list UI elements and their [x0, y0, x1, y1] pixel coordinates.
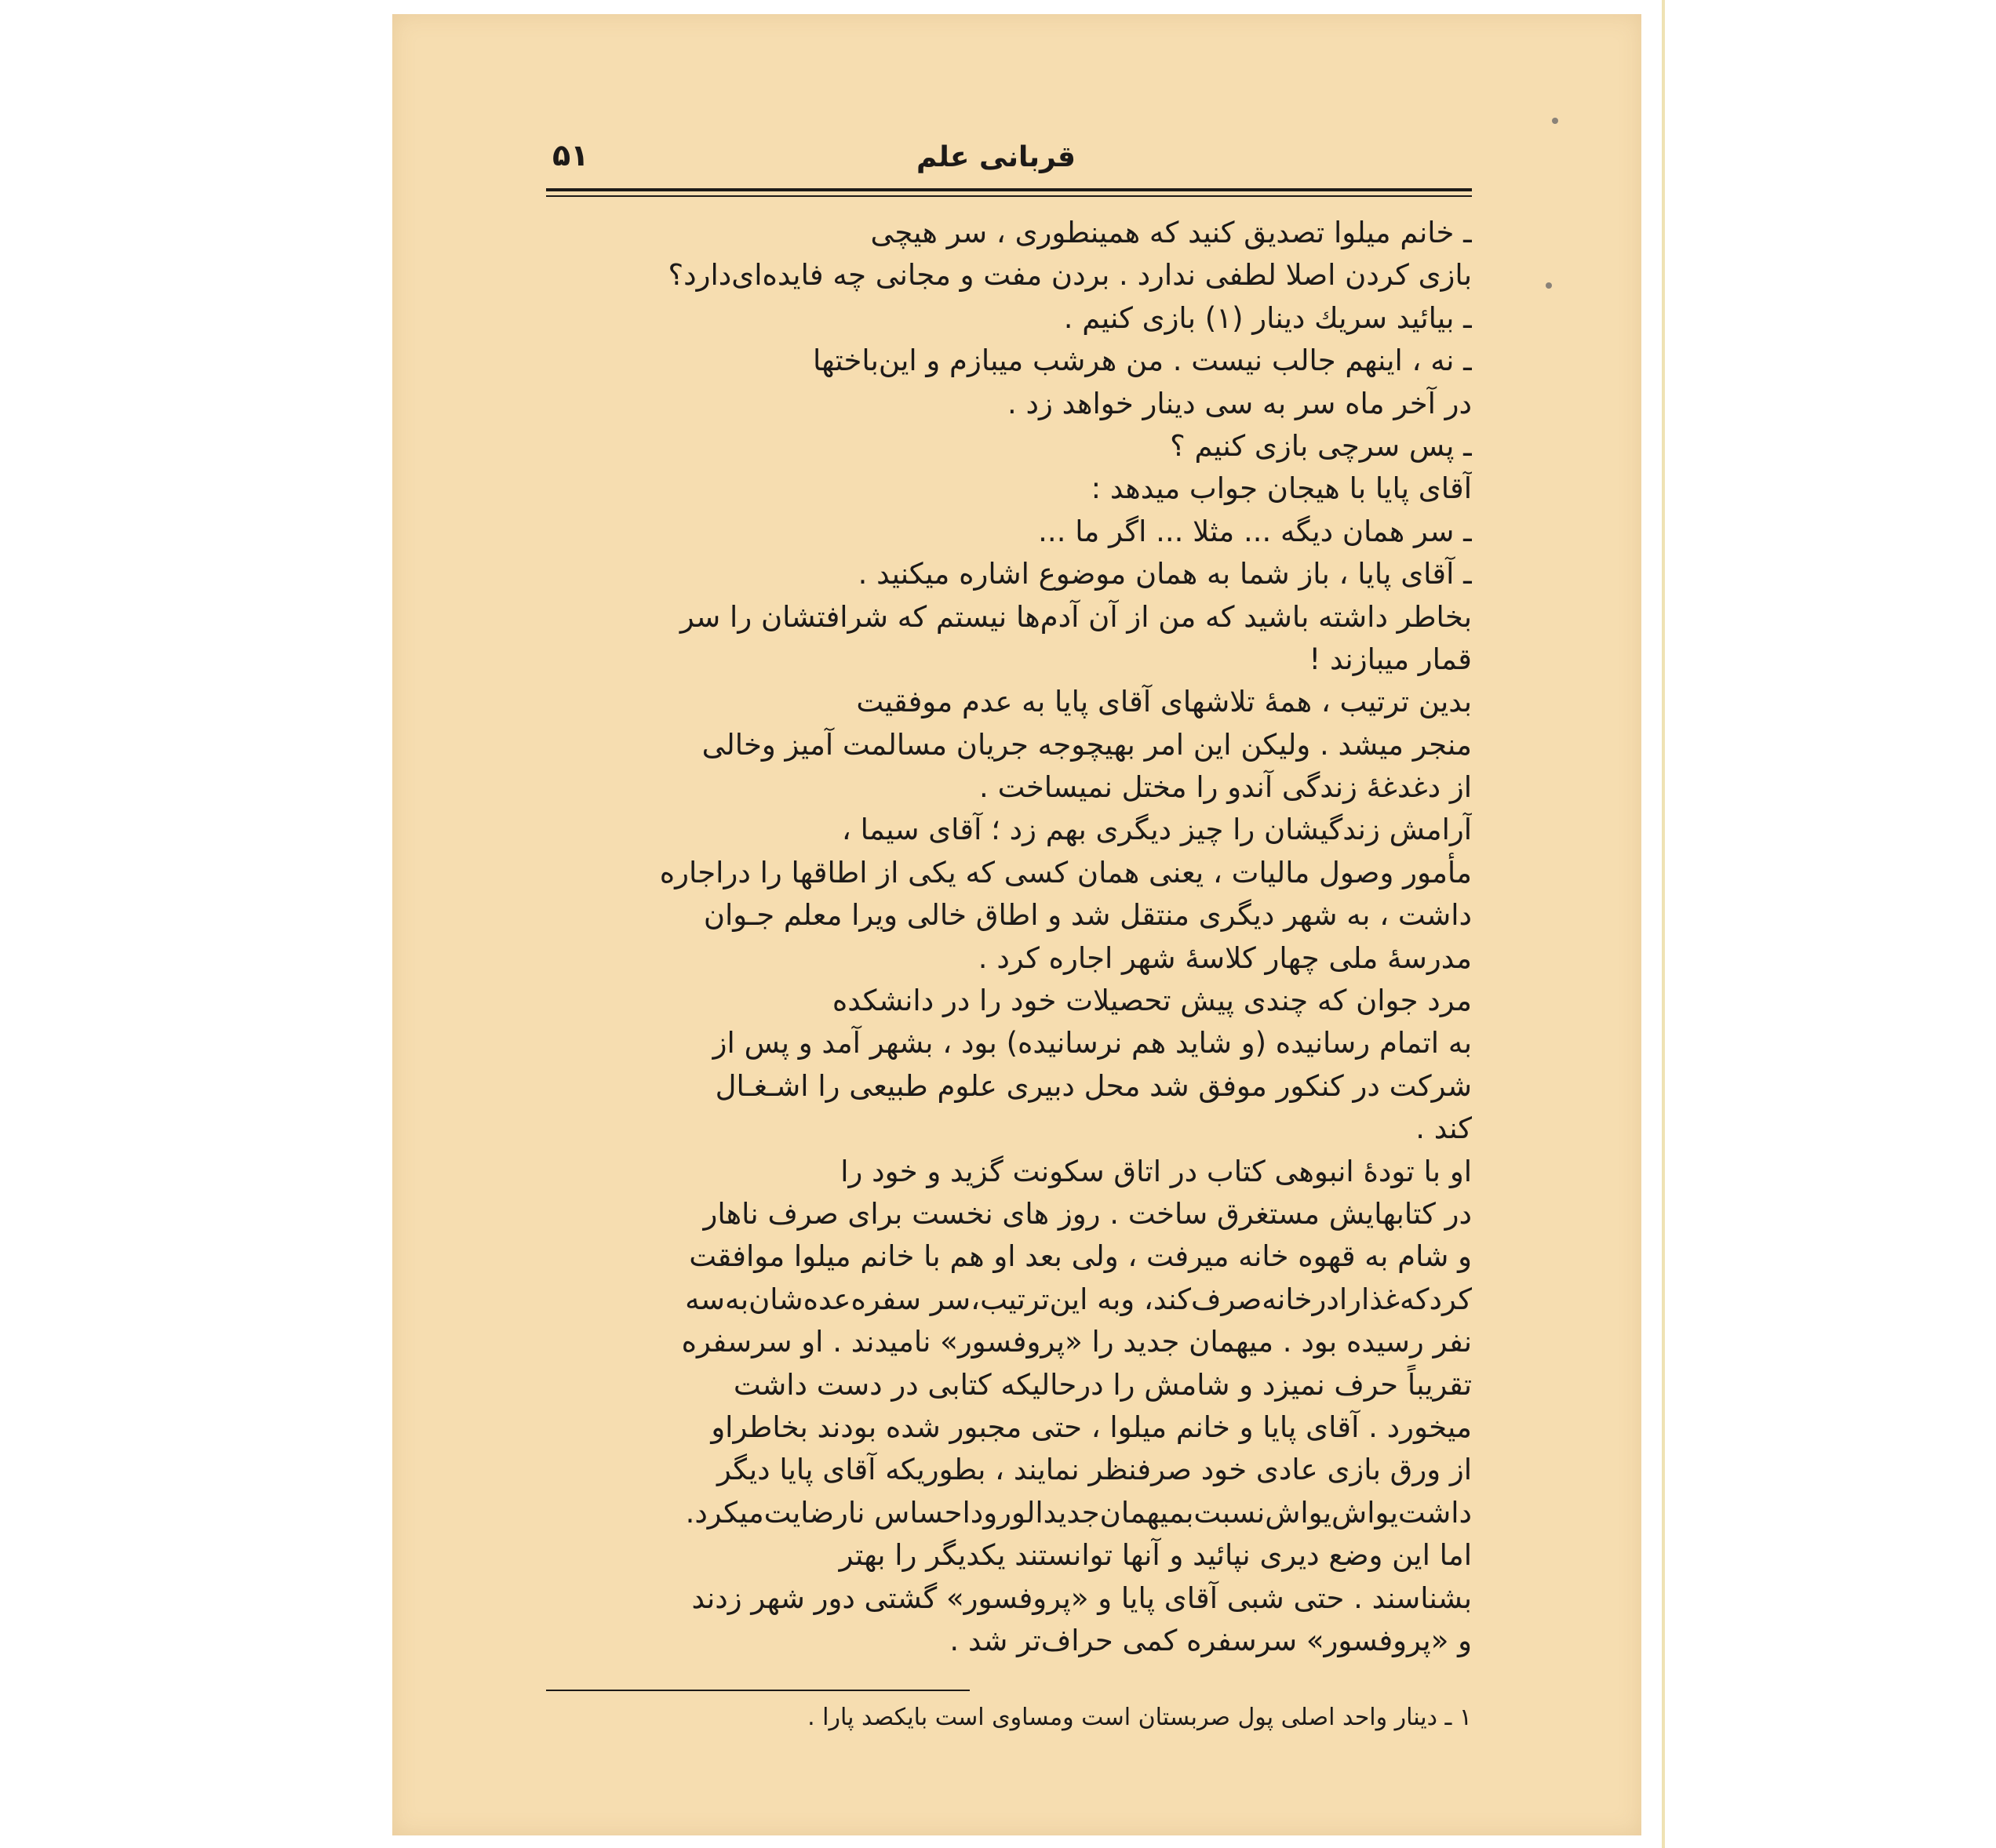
text-line: آرامش زندگیشان را چیز دیگری بهم زد ؛ آقای سیما ، [841, 813, 1472, 847]
text-line: به اتمام رسانیده (و شاید هم نرسانیده) بود ، بشهر آمد و پس از [712, 1026, 1472, 1060]
text-line: ـ نه ، اینهم جالب نیست . من هرشب میبازم و این‌باختها [812, 344, 1472, 378]
text-line: او با تودهٔ انبوهی کتاب در اتاق سکونت گزید و خود را [840, 1154, 1472, 1188]
text-line: در کتابهایش مستغرق ساخت . روز های نخست برای صرف ناهار [703, 1196, 1472, 1231]
text-line: تقریباً حرف نمیزد و شامش را درحالیکه کتابی در دست داشت [733, 1367, 1472, 1402]
text-line: کردکه‌غذارادرخانه‌صرف‌کند، وبه این‌ترتیب،سر سفره‌عده‌شان‌به‌سه [685, 1282, 1472, 1316]
scan-speck [1552, 118, 1558, 124]
text-line: داشت‌یواش‌یواش‌نسبت‌بمیهمان‌جدیدالورود‌احساس نارضایت‌میکرد. [685, 1495, 1472, 1530]
footnote-rule [546, 1690, 970, 1691]
text-line: آقای پایا با هیجان جواب میدهد : [1091, 471, 1472, 506]
text-line: نفر رسیده بود . میهمان جدید را «پروفسور» نامیدند . او سرسفره [681, 1325, 1472, 1359]
scan-speck [1546, 282, 1552, 289]
text-line: مرد جوان که چندی پیش تحصیلات خود را در دانشکده [832, 984, 1472, 1018]
text-line: کند . [1415, 1111, 1472, 1146]
text-line: بازی کردن اصلا لطفی ندارد . بردن مفت و مجانی چه فایده‌ای‌دارد؟ [668, 258, 1472, 293]
scan-edge [1662, 0, 1665, 1848]
text-line: داشت ، به شهر دیگری منتقل شد و اطاق خالی ویرا معلم جـوان [703, 898, 1472, 933]
text-line: اما این وضع دیری نپائید و آنها توانستند یکدیگر را بهتر [839, 1538, 1472, 1573]
text-line: از ورق بازی عادی خود صرفنظر نمایند ، بطوریکه آقای پایا دیگر [716, 1453, 1472, 1487]
text-line: بشناسند . حتی شبی آقای پایا و «پروفسور» گشتی دور شهر زدند [691, 1581, 1472, 1615]
text-line: بخاطر داشته باشید که من از آن آدم‌ها نیستم که شرافتشان را سر [679, 599, 1472, 634]
running-title: قربانی علم [916, 141, 1076, 173]
text-line: ـ بیائید سریك دینار (۱) بازی کنیم . [1063, 300, 1472, 335]
page-header [546, 138, 1472, 193]
text-line: ـ پس سرچی بازی کنیم ؟ [1170, 428, 1472, 463]
text-line: ـ خانم میلوا تصدیق کنید که همینطوری ، سر هیچی [870, 216, 1472, 249]
text-line: مدرسهٔ ملی چهار کلاسهٔ شهر اجاره کرد . [978, 940, 1472, 975]
text-line: منجر میشد . ولیکن این امر بهیچوجه جریان مسالمت آمیز وخالی [701, 727, 1472, 762]
text-line: میخورد . آقای پایا و خانم میلوا ، حتی مجبور شده بودند بخاطراو [711, 1410, 1472, 1444]
body-text [546, 212, 1472, 1662]
text-line: از دغدغهٔ زندگی آندو را مختل نمیساخت . [979, 770, 1472, 805]
text-line: و «پروفسور» سرسفره کمی حراف‌تر شد . [949, 1623, 1472, 1657]
header-rule-thin [546, 195, 1472, 197]
text-line: قمار میبازند ! [1309, 642, 1472, 676]
text-line: در آخر ماه سر به سی دینار خواهد زد . [1007, 386, 1472, 420]
footnote: ۱ ـ دینار واحد اصلی پول صربستان است ومساوی است بایکصد پارا . [807, 1704, 1472, 1731]
text-line: شرکت در کنکور موفق شد محل دبیری علوم طبیعی را اشـغـال [715, 1068, 1472, 1103]
page-number: ۵۱ [552, 138, 589, 173]
text-line: ـ سر همان دیگه ... مثلا ... اگر ما ... [1038, 514, 1472, 548]
text-line: مأمور وصول مالیات ، یعنی همان کسی که یکی از اطاقها را دراجاره [659, 855, 1472, 889]
text-line: بدین ترتیب ، همهٔ تلاشهای آقای پایا به عدم موفقیت [856, 685, 1472, 719]
text-line: و شام به قهوه خانه میرفت ، ولی بعد او هم با خانم میلوا موافقت [689, 1239, 1472, 1274]
text-line: ـ آقای پایا ، باز شما به همان موضوع اشاره میکنید . [858, 557, 1472, 591]
header-rule-thick [546, 188, 1472, 191]
book-page [392, 14, 1641, 1835]
